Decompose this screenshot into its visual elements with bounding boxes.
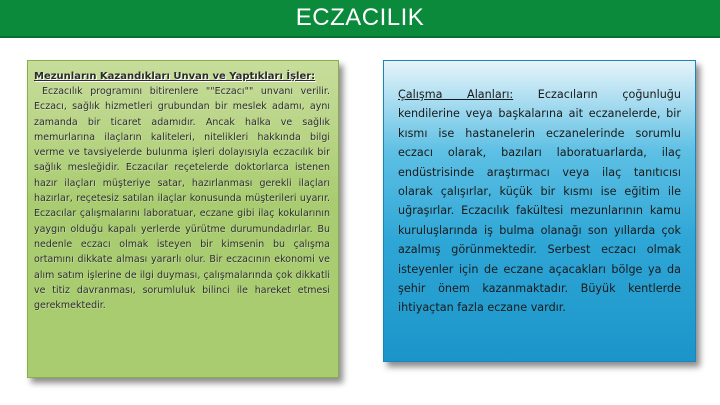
work-areas-body: Eczacıların çoğunluğu kendilerine veya başkalarına ait eczanelerde, bir kısmı ise hastanelerin eczanelerinde sorumlu eczacı olarak, bazıları laboratuarlarda, ilaç endüstrisinde araştırmacı veya ilaç tanıtıcısı olarak çalışırlar, küçük bir kısmı ise eğitim ile uğraşırlar. Eczacılık fakültesi mezunlarının kamu kuruluşlarında iş bulma olanağı son yıllarda çok azalmış görünmektedir. Serbest eczacı olmak isteyenler için de eczane açacakları bölge ya da şehir önem kazanmaktadır. Büyük kentlerde ihtiyaçtan fazla eczane vardır. xyxy=(398,88,681,315)
graduates-body: Eczacılık programını bitirenlere ""Eczacı"" unvanı verilir. Eczacı, sağlık hizmetleri grubundan bir meslek adamı, aynı zamanda bir ticaret adamıdır. Ancak halka ve sağlık memurlarına ilaçların kaliteleri, nitelikleri hakkında bilgi verme ve tavsiyelerde bulunma işleri dolayısıyla eczacılık bir sağlık mesleğidir. Eczacılar reçetelerde doktorlarca istenen hazır ilaçları müşteriye satar, hazırlanması gerekli ilaçları hazırlar, reçetesiz satılan ilaçlar konusunda müşterileri uyarır. Eczacılar çalışmalarını laboratuar, eczane gibi ilaç kokularının yaygın olduğu kapalı yerlerde yürütme durumundadırlar. Bu nedenle eczacı olmak isteyen bir kimsenin bu çalışma ortamını dikkate alması yararlı olur. Bir eczacının ekonomi ve alım satım işlerine de ilgi duyması, çalışmalarında çok dikkatli ve titiz davranması, sorumluluk bilinci ile hareket etmesi gerekmektedir. xyxy=(34,86,330,312)
work-areas-text xyxy=(398,85,681,318)
work-areas-heading: Çalışma Alanları: xyxy=(398,88,514,101)
title-bar xyxy=(0,0,720,38)
graduates-heading: Mezunların Kazandıkları Unvan ve Yaptıkları İşler: xyxy=(34,71,316,82)
slide-title: ECZACILIK xyxy=(295,4,425,31)
work-areas-panel xyxy=(383,60,696,362)
graduates-panel xyxy=(27,60,339,378)
